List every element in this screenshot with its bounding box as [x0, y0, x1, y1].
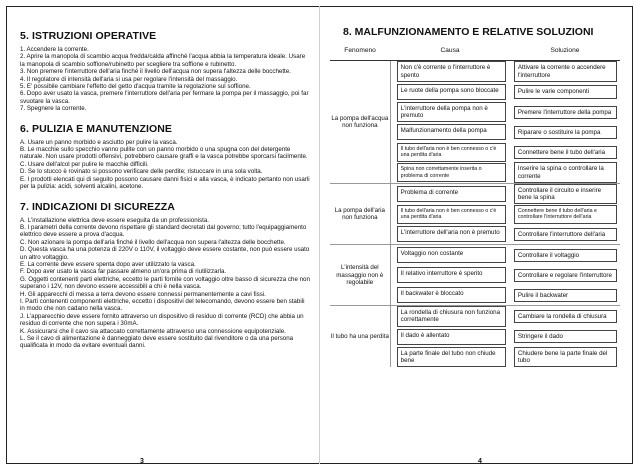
- solution-box: Attivare la corrente o accendere l'interruttore: [514, 61, 617, 81]
- solution-box: Controllare l'interruttore dell'aria: [514, 228, 617, 241]
- cause-box: Spina non correttamente inserita o problema di corrente: [397, 163, 506, 182]
- solution-cell: [510, 306, 620, 327]
- cause-box: Il relativo interruttore è sperito: [397, 267, 506, 283]
- solution-box: Controllare il voltaggio: [514, 249, 617, 262]
- cause-cell: [390, 61, 510, 83]
- section-5-text: 1. Accendere la corrente. 2. Aprire la manopola di scambio acqua fredda/calda affinché l'acqua abbia la temperatura ideale. Usare la manopola di scambio soffione/rubinetto per scegliere tra soffione e rubinetto. 3. Non premere l'interruttore dell'aria finché il livello dell'acqua non supera l'altezza delle bocchette. 4. Il regolatore di intensità dell'aria si usa per regolare l'intensità del massaggio. 5. E' possibile cambiare l'effetto del getto d'acqua tramite la regolazione sul soffione. 6. Dopo aver usato la vasca, premere l'interruttore dell'aria per fermare la pompa per il massaggio, poi far svuotare la vasca. 7. Spegnere la corrente.: [20, 46, 309, 113]
- phenomenon-cell: L'intensità del massaggio non è regolabile: [330, 245, 390, 306]
- cause-cell: [390, 265, 510, 285]
- page-divider: [319, 6, 320, 464]
- table-row: [330, 306, 620, 327]
- header-soluzione: Soluzione: [510, 42, 620, 61]
- cause-cell: [390, 183, 510, 204]
- solution-box: Inserire la spina o controllare la corrente: [514, 162, 617, 182]
- solution-cell: [510, 122, 620, 142]
- table-header-row: [330, 42, 620, 61]
- section-6-text: A. Usare un panno morbido e asciutto per pulire la vasca. B. Le macchie sullo specchio vanno pulite con un panno morbido o una spugna con del detergente naturale. Non usare prodotti offensivi, potrebbero causare graffi e la vasca potrebbe sporcarsi facilmente. C. Usare dell'alcol per pulire le macchie difficili. D. Se lo stucco è rovinato si possono verificare delle perdite; ristuccare in una sola volta. E. I prodotti elencati qui di seguito possono causare danni fisici e alla vasca, è indicato pertanto non usarli per la pulizia: acidi, solventi alcalini, acetone.: [20, 138, 310, 191]
- cause-cell: [390, 122, 510, 142]
- solution-box: Stringere il dado: [514, 330, 617, 343]
- cause-cell: [390, 102, 510, 122]
- cause-box: L'interruttore della pompa non è premuto: [397, 102, 506, 122]
- solution-box: Premere l'interruttore della pompa: [514, 106, 617, 119]
- solution-box: Riparare o sostituire la pompa: [514, 126, 617, 139]
- cause-cell: [390, 306, 510, 327]
- cause-cell: [390, 142, 510, 162]
- solution-cell: [510, 102, 620, 122]
- cause-box: Voltaggio non costante: [397, 247, 506, 263]
- cause-box: Malfunzionamento della pompa: [397, 124, 506, 140]
- cause-box: Non c'è corrente o l'interruttore è spento: [397, 61, 506, 81]
- left-page: [20, 30, 310, 360]
- solution-cell: [510, 327, 620, 347]
- table-row: [330, 183, 620, 204]
- cause-cell: [390, 204, 510, 224]
- solution-box: Pulire le varie componenti: [514, 85, 617, 98]
- solution-cell: [510, 82, 620, 102]
- cause-box: Il dado è allentato: [397, 329, 506, 345]
- cause-cell: [390, 162, 510, 183]
- cause-box: La parte finale del tubo non chiude bene: [397, 347, 506, 367]
- troubleshooting-table: [330, 42, 620, 367]
- solution-cell: [510, 204, 620, 224]
- solution-box: Pulire il backwater: [514, 289, 617, 302]
- phenomenon-cell: La pompa dell'acqua non funziona: [330, 61, 390, 184]
- solution-box: Controllare il circuito e inserire bene la spina: [514, 184, 617, 204]
- cause-box: Il tubo dell'aria non è ben connesso o c'è una perdita d'aria: [397, 143, 506, 162]
- header-fenomeno: Fenomeno: [330, 42, 390, 61]
- cause-cell: [390, 347, 510, 367]
- solution-box: Chiudere bene la parte finale del tubo: [514, 347, 617, 367]
- solution-box: Connettere bene il tubo dell'aria e controllare l'interruttore dell'aria: [514, 205, 617, 224]
- cause-cell: [390, 245, 510, 266]
- page-number-left: 3: [140, 458, 144, 465]
- cause-box: Problema di corrente: [397, 186, 506, 202]
- solution-box: Connettere bene il tubo dell'aria: [514, 146, 617, 159]
- phenomenon-cell: Il tubo ha una perdita: [330, 333, 389, 341]
- solution-box: Cambiare la rondella di chiusura: [514, 310, 617, 323]
- cause-box: L'interruttore dell'aria non è premuto: [397, 226, 506, 242]
- table-row: [330, 245, 620, 266]
- solution-cell: [510, 285, 620, 306]
- section-8-title: 8. MALFUNZIONAMENTO E RELATIVE SOLUZIONI: [343, 26, 594, 38]
- cause-cell: [390, 224, 510, 245]
- section-7-text: A. L'installazione elettrica deve essere eseguita da un professionista. B. I parametri della corrente devono rispettare gli standard decretati dal governo; tutto l'equipaggiamento elettrico deve essere a prova d'acqua. C. Non azionare la pompa dell'aria finché il livello dell'acqua non supera l'altezza delle bocchette. D. Questa vasca ha una potenza di 220V o 110V, il voltaggio deve essere costante, non può essere usato un altro voltaggio. E. La corrente deve essere spenta dopo aver utilizzato la vasca. F. Dopo aver usato la vasca far passare almeno un'ora prima di riutilizzarla. G. Oggetti contenenti parti elettriche, eccetto le parti fornite con voltaggio oltre basso di sicurezza che non superano i 12V, non devono essere accessibili a chi è nella vasca. H. Gli apparecchi di messa a terra devono essere connessi permanentemente a cavi fissi. I. Parti contenenti componenti elettriche, eccetto i dispositivi del telecomando, devono essere ben stabili in modo che non cadano nella vasca. J. L'apparecchio deve essere fornito attraverso un dispositivo di residuo di corrente (RCD) che abbia un residuo di corrente che non supera i 30mA. K. Assicurarsi che il cavo sia attaccato correttamente attraverso una connessione equipotenziale. L. Se il cavo di alimentazione è danneggiato deve essere sostituito dal rivenditore o da una persona qualificata in modo da evitare eventuali danni.: [20, 216, 310, 350]
- cause-box: Il backwater è bloccato: [397, 287, 506, 303]
- section-6-title: 6. PULIZIA E MANUTENZIONE: [20, 122, 173, 135]
- solution-cell: [510, 265, 620, 285]
- cause-cell: [390, 327, 510, 347]
- solution-cell: [510, 142, 620, 162]
- cause-cell: [390, 82, 510, 102]
- solution-cell: [510, 347, 620, 367]
- cause-cell: [390, 285, 510, 306]
- cause-box: La rondella di chiusura non funziona correttamente: [397, 306, 506, 326]
- page-number-right: 4: [478, 458, 482, 465]
- section-7-title: 7. INDICAZIONI DI SICUREZZA: [20, 200, 175, 213]
- cause-box: Il tubo dell'aria non è ben connesso o c'è una perdita d'aria: [397, 205, 506, 224]
- section-5-title: 5. ISTRUZIONI OPERATIVE: [20, 30, 157, 42]
- solution-cell: [510, 61, 620, 83]
- solution-cell: [510, 245, 620, 266]
- phenomenon-cell: La pompa dell'aria non funziona: [330, 183, 390, 244]
- solution-cell: [510, 183, 620, 204]
- table-row: [330, 61, 620, 83]
- solution-cell: [510, 162, 620, 183]
- header-causa: Causa: [390, 42, 510, 61]
- solution-box: Controllare e regolare l'interruttore: [514, 269, 617, 282]
- cause-box: Le ruote della pompa sono bloccate: [397, 84, 506, 100]
- solution-cell: [510, 224, 620, 245]
